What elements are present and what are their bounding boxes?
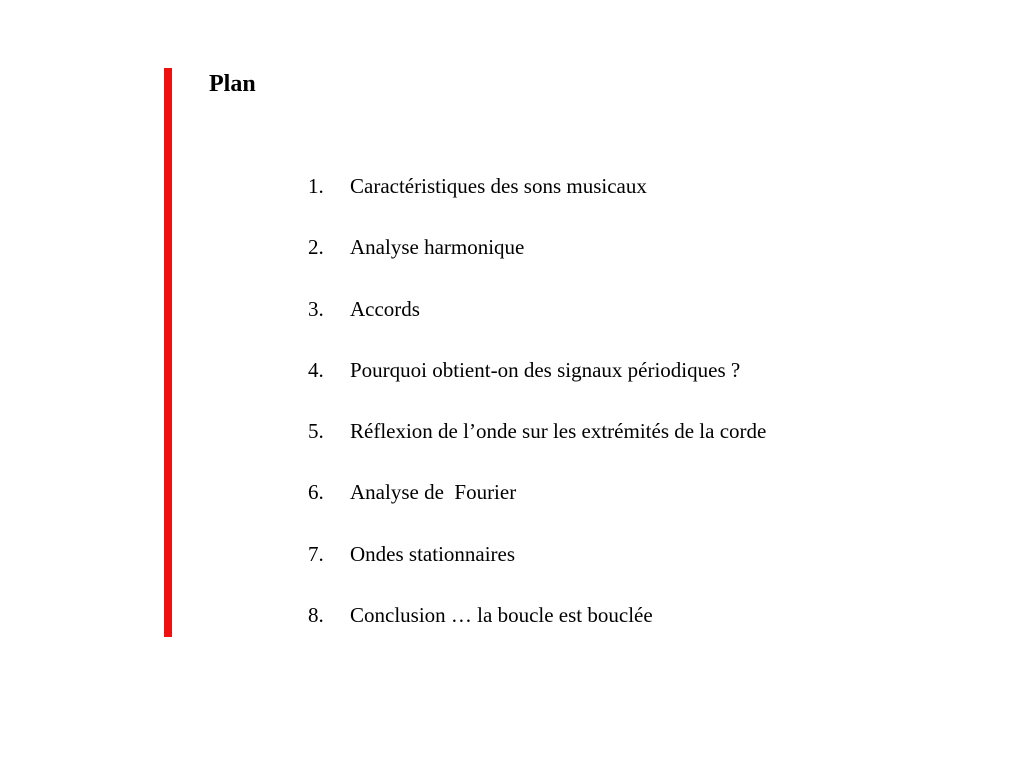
list-item	[308, 600, 766, 661]
item-number: 2.	[308, 235, 324, 260]
list-item	[308, 232, 766, 293]
item-number: 6.	[308, 480, 324, 505]
item-label: Analyse de Fourier	[350, 480, 517, 505]
item-number: 5.	[308, 419, 324, 444]
list-item	[308, 416, 766, 477]
slide-title: Plan	[209, 71, 256, 97]
item-number: 1.	[308, 174, 324, 198]
list-item	[308, 539, 766, 600]
item-label: Analyse harmonique	[350, 235, 525, 260]
list-item	[308, 171, 766, 232]
item-label: Pourquoi obtient-on des signaux périodiques ?	[350, 357, 741, 382]
item-label: Réflexion de l’onde sur les extrémités de la corde	[350, 419, 767, 444]
list-item	[308, 477, 766, 538]
item-label: Conclusion … la boucle est bouclée	[350, 603, 653, 628]
list-item	[308, 355, 766, 416]
item-number: 3.	[308, 296, 324, 321]
item-number: 4.	[308, 357, 324, 382]
plan-list	[308, 171, 766, 661]
item-label: Caractéristiques des sons musicaux	[350, 174, 647, 198]
accent-bar	[164, 68, 172, 637]
item-number: 7.	[308, 541, 324, 566]
item-label: Ondes stationnaires	[350, 541, 516, 566]
list-item	[308, 294, 766, 355]
item-number: 8.	[308, 603, 324, 628]
item-label: Accords	[350, 296, 420, 321]
